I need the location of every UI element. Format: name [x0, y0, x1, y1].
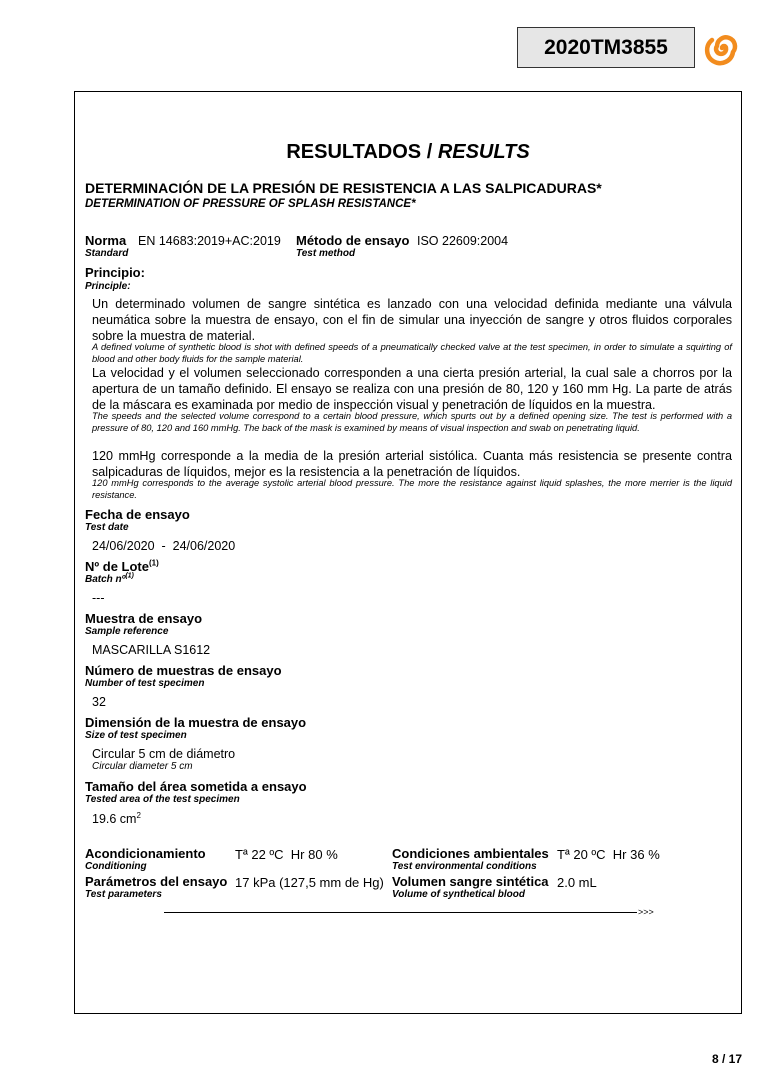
conditioning-value: Tª 22 ºC Hr 80 %: [235, 847, 338, 862]
sample-reference-value: MASCARILLA S1612: [92, 643, 211, 657]
test-method-value: ISO 22609:2004: [417, 234, 509, 248]
test-parameters-value: 17 kPa (127,5 mm de Hg): [235, 875, 384, 890]
conditioning-label-en: Conditioning: [85, 861, 147, 872]
test-name-es: DETERMINACIÓN DE LA PRESIÓN DE RESISTENCIA A LAS SALPICADURAS*: [85, 180, 602, 196]
principle-paragraph-2: La velocidad y el volumen seleccionado corresponden a una cierta presión arterial, la cual sale a chorros por la apertura de un tamaño definido. El ensayo se realiza con una presión de 80, 120 y 160 mm Hg. La parte de atrás de la máscara es examinada por medio de inspección visual y penetración de líquidos en la muestra.: [92, 366, 732, 412]
blood-volume-label: Volumen sangre sintética: [392, 874, 549, 889]
test-parameters-label: Parámetros del ensayo: [85, 874, 228, 889]
environment-value: Tª 20 ºC Hr 36 %: [557, 847, 660, 862]
environment-label: Condiciones ambientales: [392, 846, 549, 861]
test-date-label: Fecha de ensayo: [85, 507, 190, 522]
specimen-count-label-en: Number of test specimen: [85, 678, 205, 689]
test-date-value: 24/06/2020 - 24/06/2020: [92, 539, 236, 553]
test-parameters-label-en: Test parameters: [85, 889, 162, 900]
specimen-size-label: Dimensión de la muestra de ensayo: [85, 715, 307, 730]
principle-paragraph-2-en: The speeds and the selected volume correspond to a certain blood pressure, which spurts out by a defined opening size. The test is performed with a pressure of 80, 120 and 160 mmHg. The back of the mask is examined by means of visual inspection and swab on penetrating liquid.: [92, 411, 732, 433]
principle-label: Principio:: [85, 265, 145, 280]
standard-label: Norma: [85, 233, 127, 248]
report-code: 2020TM3855: [544, 35, 668, 59]
tested-area-value: 19.6 $cm^2$: [92, 810, 141, 826]
specimen-size-label-en: Size of test specimen: [85, 730, 187, 741]
page-number: 8 / 17: [711, 1052, 742, 1066]
test-method-label: Método de ensayo: [296, 233, 410, 248]
batch-label-en: Batch nº$^{(1)}$: [85, 572, 134, 585]
specimen-size-value-en: Circular diameter 5 cm: [92, 761, 193, 772]
conditioning-label: Acondicionamiento: [85, 846, 206, 861]
principle-label-en: Principle:: [85, 281, 131, 292]
environment-label-en: Test environmental conditions: [392, 861, 537, 872]
divider-line: [164, 912, 637, 913]
continuation-marker: >>>: [638, 907, 654, 917]
spiral-logo-icon: [702, 28, 742, 68]
specimen-count-label: Número de muestras de ensayo: [85, 663, 282, 678]
test-name-en: DETERMINATION OF PRESSURE OF SPLASH RESISTANCE*: [85, 198, 416, 210]
principle-paragraph-3: 120 mmHg corresponde a la media de la presión arterial sistólica. Cuanta más resistencia se presente contra salpicaduras de líquidos, mejor es la resistencia a la penetración de líquidos.: [92, 449, 732, 479]
sample-reference-label: Muestra de ensayo: [85, 611, 203, 626]
principle-paragraph-1: Un determinado volumen de sangre sintética es lanzado con una velocidad definida mediante una válvula neumática sobre la muestra de ensayo, con el fin de simular una inyección de sangre y otros fluidos corporales sobre la muestra de material.: [92, 297, 732, 343]
sample-reference-label-en: Sample reference: [85, 626, 169, 637]
tested-area-label: Tamaño del área sometida a ensayo: [85, 779, 307, 794]
test-method-label-en: Test method: [296, 248, 356, 259]
report-code-box: [517, 27, 695, 68]
page-title: RESULTADOS / RESULTS: [286, 141, 530, 163]
specimen-count-value: 32: [92, 695, 106, 709]
blood-volume-value: 2.0 mL: [557, 875, 597, 890]
test-date-label-en: Test date: [85, 522, 129, 533]
standard-value: EN 14683:2019+AC:2019: [138, 234, 281, 248]
principle-paragraph-1-en: A defined volume of synthetic blood is shot with defined speeds of a pneumatically checked valve at the test specimen, in order to simulate a squirting of blood and other body fluids for the sample material.: [92, 342, 732, 364]
standard-label-en: Standard: [85, 248, 129, 259]
batch-label: Nº de Lote$^{(1)}$: [85, 558, 159, 574]
principle-paragraph-3-en: 120 mmHg corresponds to the average systolic arterial blood pressure. The more the resistance against liquid splashes, the more merrier is the liquid resistance.: [92, 478, 732, 500]
batch-value: ---: [92, 591, 105, 605]
tested-area-label-en: Tested area of the test specimen: [85, 794, 240, 805]
specimen-size-value: Circular 5 cm de diámetro: [92, 747, 236, 761]
blood-volume-label-en: Volume of synthetical blood: [392, 889, 525, 900]
